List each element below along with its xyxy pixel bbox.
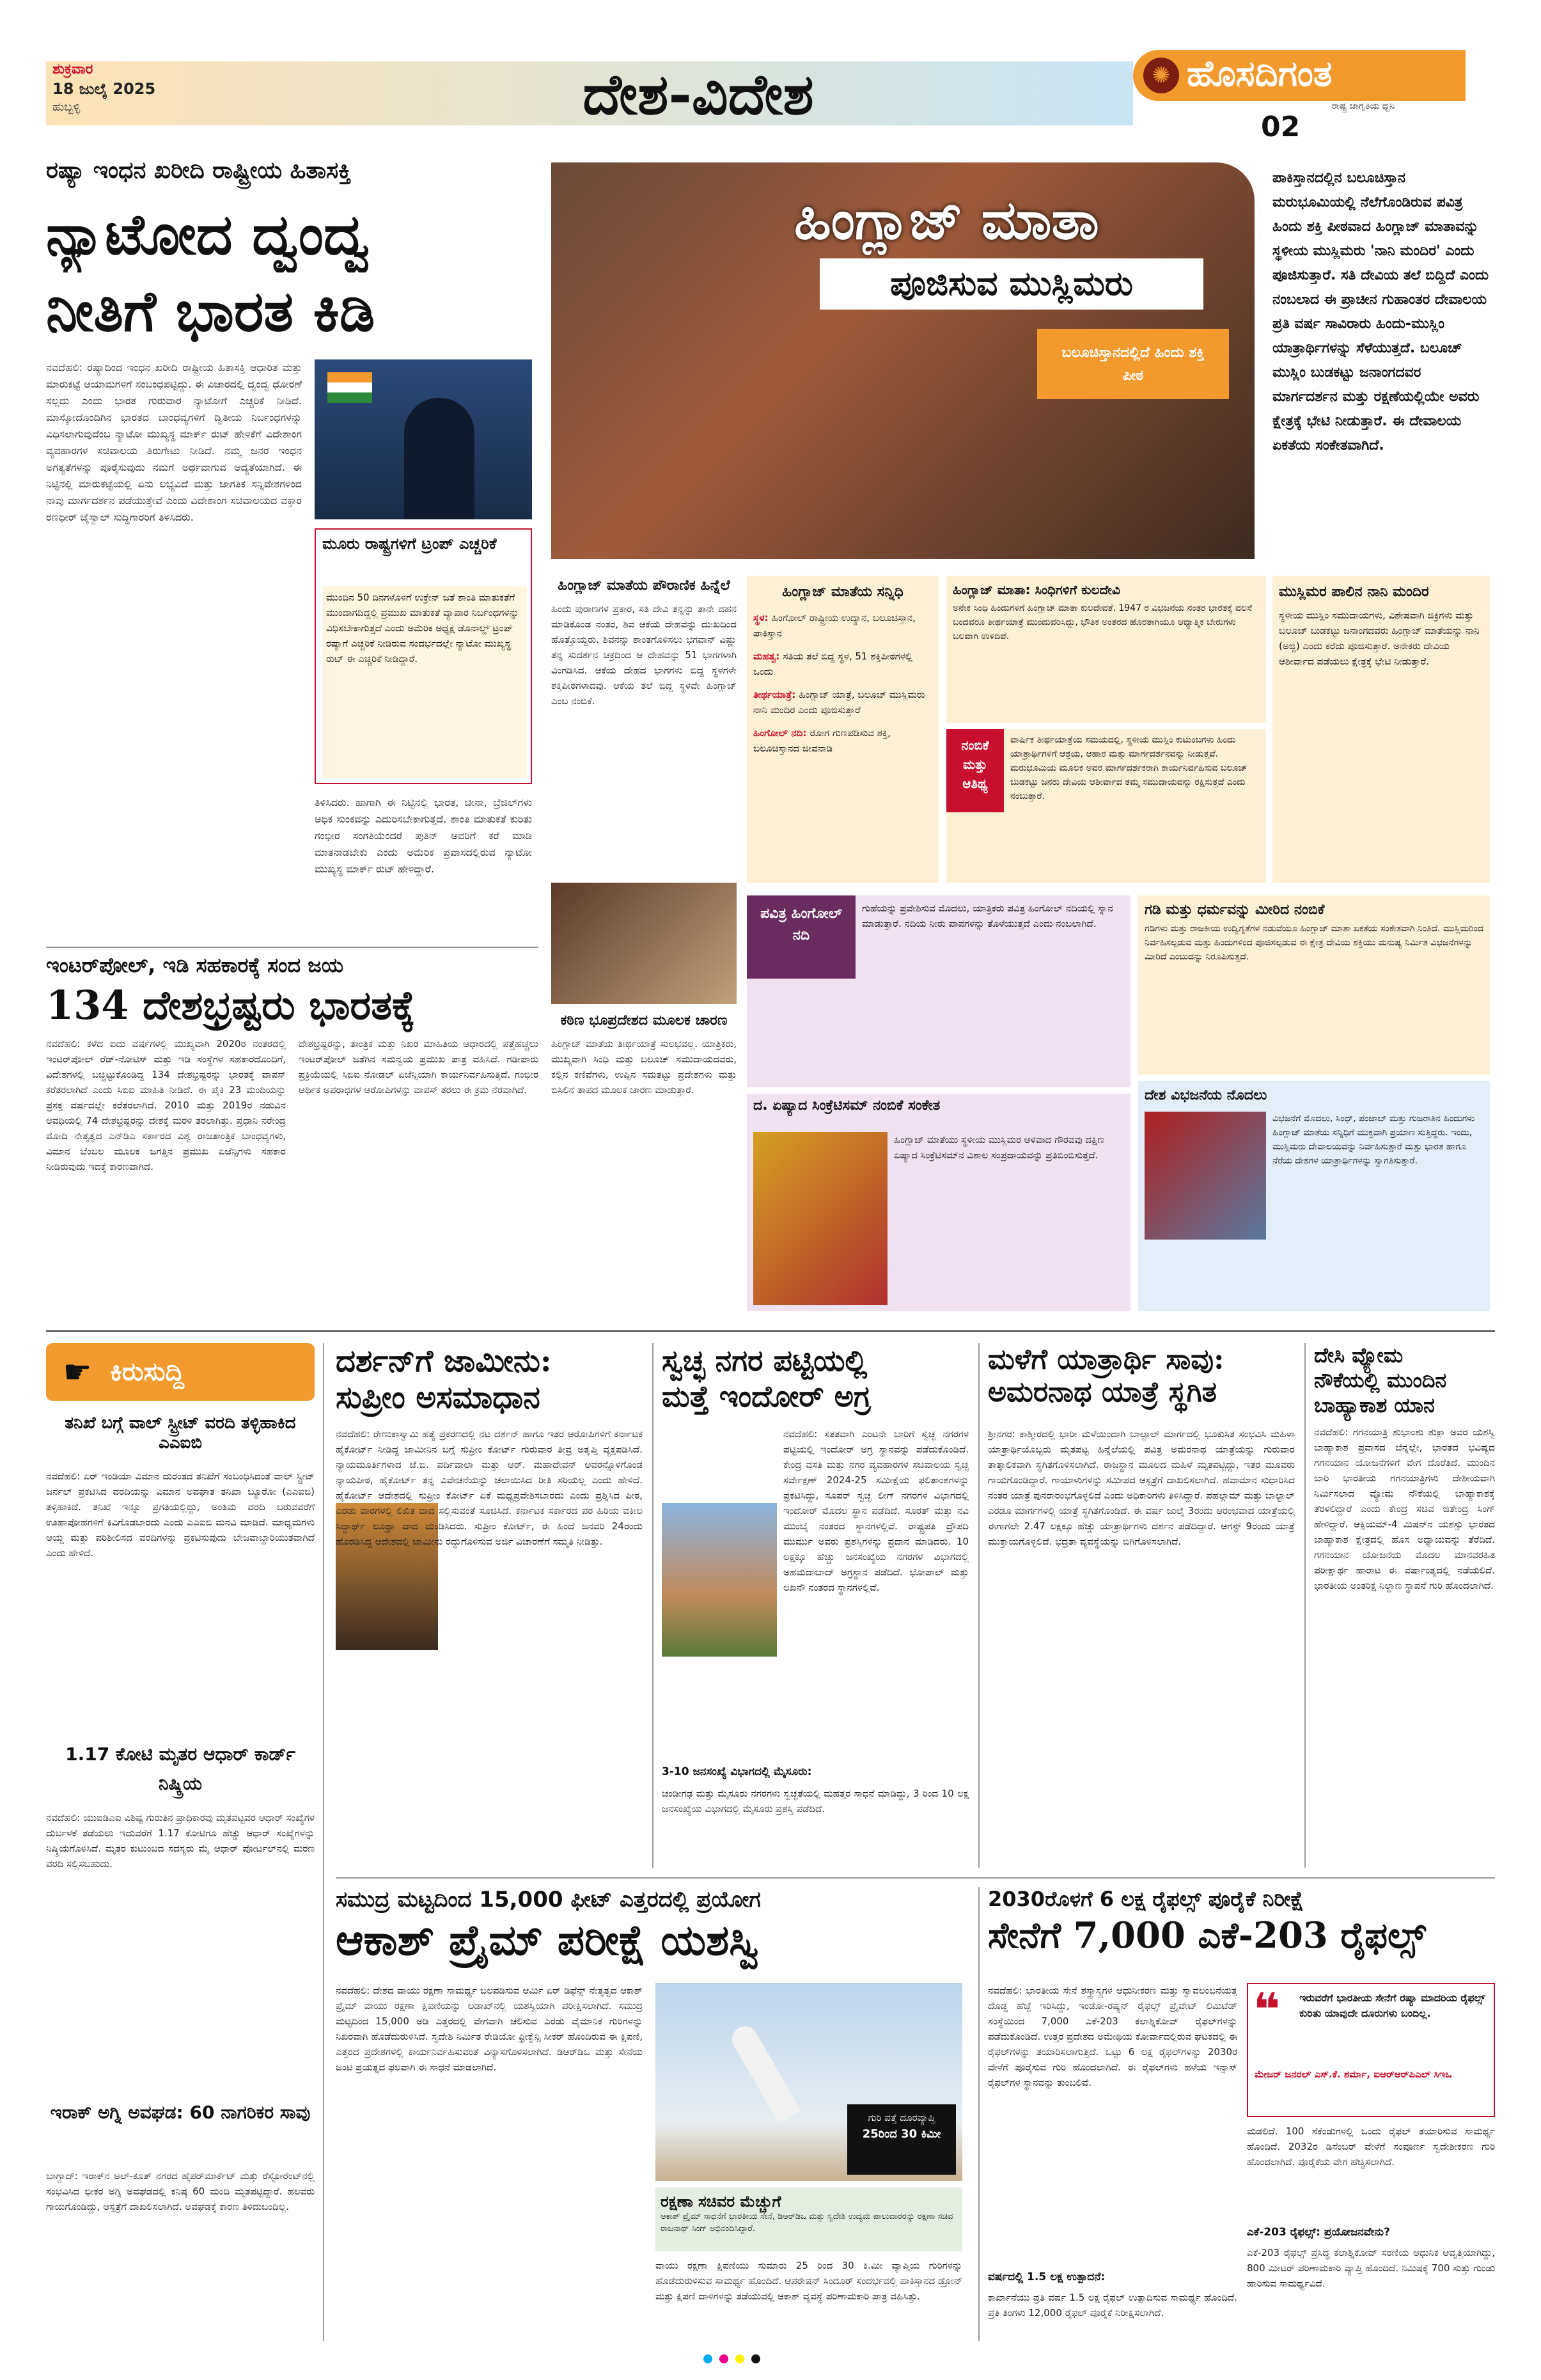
facts-list: [753, 610, 932, 756]
rifles-quote-box: [1247, 1983, 1495, 2117]
river-badge: ಪವಿತ್ರ ಹಿಂಗೋಲ್ ನದಿ: [747, 895, 856, 979]
sindhi-body: ಅನೇಕ ಸಿಂಧಿ ಹಿಂದುಗಳಿಗೆ ಹಿಂಗ್ಲಾಜ್ ಮಾತಾ ಕುಲದೇವತೆ. 1947 ರ ವಿಭಜನೆಯ ನಂತರ ಭಾರತಕ್ಕೆ ವಲಸೆ ಬಂದವರೂ ತೀರ್ಥಯಾತ್ರೆ ಮುಂದುವರಿಸಿದ್ದು, ಭೌತಿಕ ಅಂತರದ ಹೊರತಾಗಿಯೂ ಆಧ್ಯಾತ್ಮಿಕ ಬೇರುಗಳು ಬಲವಾಗಿ ಉಳಿದಿವೆ.: [953, 603, 1252, 642]
trump-sidebar: [315, 528, 532, 784]
fact-value: ಹಿಂಗ್ಲಾಜ್ ಯಾತ್ರೆ, ಬಲೂಚ್ ಮುಸ್ಲಿಮರು ನಾನಿ ಮಂದಿರ ಎಂದು ಪೂಜಿಸುತ್ತಾರೆ: [753, 689, 925, 716]
section-title: ದೇಶ-ವಿದೇಶ: [583, 61, 814, 127]
masthead: [46, 50, 1495, 139]
darshan-headline-1: ದರ್ಶನ್‌ಗೆ ಜಾಮೀನು:: [336, 1343, 552, 1379]
sindhi-box: [946, 576, 1266, 723]
divider: [978, 1343, 980, 1868]
hinglaj-headline-1: ಹಿಂಗ್ಲಾಜ್ ಮಾತಾ: [794, 188, 1099, 251]
pointing-hand-icon: ☛: [63, 1353, 92, 1391]
interpol-headline: 134 ದೇಶಭ್ರಷ್ಟರು ಭಾರತಕ್ಕೆ: [46, 982, 416, 1028]
belief-body: ವಾರ್ಷಿಕ ತೀರ್ಥಯಾತ್ರೆಯ ಸಮಯದಲ್ಲಿ, ಸ್ಥಳೀಯ ಮುಸ್ಲಿಂ ಕುಟುಂಬಗಳು ಹಿಂದು ಯಾತ್ರಾರ್ಥಿಗಳಿಗೆ ಆಶ್ರಯ, ಆಹಾರ ಮತ್ತು ಮಾರ್ಗದರ್ಶನವನ್ನು ನೀಡುತ್ತವೆ. ಮರುಭೂಮಿಯ ಮೂಲಕ ಅವರ ಮಾರ್ಗದರ್ಶಕರಾಗಿ ಕಾರ್ಯನಿರ್ವಹಿಸುವ ಬಲೂಚ್ ಬುಡಕಟ್ಟು ಜನರು ದೇವಿಯ ಆಶೀರ್ವಾದ ತಮ್ಮ ಸಮುದಾಯವನ್ನು ರಕ್ಷಿಸುತ್ತದೆ ಎಂದು ನಂಬುತ್ತಾರೆ.: [1010, 735, 1248, 801]
lead-headline-2: ನೀತಿಗೆ ಭಾರತ ಕಿಡಿ: [46, 278, 375, 344]
partition-box: [1138, 1081, 1490, 1311]
hinglaj-headline-2-text: ಪೂಜಿಸುವ ಮುಸ್ಲಿಮರು: [890, 265, 1133, 303]
darshan-body: ನವದೆಹಲಿ: ರೇಣುಕಾಸ್ವಾಮಿ ಹತ್ಯೆ ಪ್ರಕರಣದಲ್ಲಿ ನಟ ದರ್ಶನ್ ಹಾಗೂ ಇತರ ಆರೋಪಿಗಳಿಗೆ ಕರ್ನಾಟಕ ಹೈಕೋರ್ಟ್ ನೀಡಿದ್ದ ಜಾಮೀನಿನ ಬಗ್ಗೆ ಸುಪ್ರೀಂ ಕೋರ್ಟ್ ಗುರುವಾರ ತೀವ್ರ ಅತೃಪ್ತಿ ವ್ಯಕ್ತಪಡಿಸಿದೆ. ನ್ಯಾಯಮೂರ್ತಿಗಳಾದ ಜೆ.ಬಿ. ಪರ್ದಿವಾಲಾ ಮತ್ತು ಆರ್. ಮಹಾದೇವನ್ ಅವರನ್ನೊಳಗೊಂಡ ನ್ಯಾಯಪೀಠ, ಹೈಕೋರ್ಟ್ ತನ್ನ ವಿವೇಚನೆಯನ್ನು ಚಲಾಯಿಸಿದ ರೀತಿ ಸರಿಯಲ್ಲ ಎಂದು ಹೇಳಿದೆ. ಹೈಕೋರ್ಟ್ ಆದೇಶದಲ್ಲಿ ಸುಪ್ರೀಂ ಕೋರ್ಟ್ ಏಕೆ ಮಧ್ಯಪ್ರವೇಶಿಸಬಾರದು ಎಂದು ಪ್ರಶ್ನಿಸಿದ ಪೀಠ, ಎರಡು ವಾರಗಳಲ್ಲಿ ಲಿಖಿತ ವಾದ ಸಲ್ಲಿಸುವಂತೆ ಸೂಚಿಸಿದೆ. ಕರ್ನಾಟಕ ಸರ್ಕಾರದ ಪರ ಹಿರಿಯ ವಕೀಲ ಸಿದ್ಧಾರ್ಥ್ ಲೂಥ್ರಾ ವಾದ ಮಂಡಿಸಿದರು. ಸುಪ್ರೀಂ ಕೋರ್ಟ್, ಈ ಹಿಂದೆ ಜನವರಿ 24ರಂದು ಹೊರಡಿಸಿದ್ದ ಆದೇಶದಲ್ಲಿ ಜಾಮೀನು ರದ್ದುಗೊಳಿಸುವ ಅರ್ಜಿ ವಿಚಾರಣೆಗೆ ಸಮ್ಮತಿ ನೀಡಿತ್ತು.: [336, 1428, 643, 1547]
hinglaj-photo: [551, 162, 1255, 559]
brief-1-title: ತನಿಖೆ ಬಗ್ಗೆ ವಾಲ್ ಸ್ಟ್ರೀಟ್ ವರದಿ ತಳ್ಳಿಹಾಕಿದ ಎಎಐಬಿ: [65, 1414, 296, 1453]
terrain-box: [551, 1011, 737, 1305]
partition-body: ವಿಭಜನೆಗೆ ಮೊದಲು, ಸಿಂಧ್, ಪಂಜಾಬ್ ಮತ್ತು ಗುಜರಾತಿನ ಹಿಂದುಗಳು ಹಿಂಗ್ಲಾಜ್ ಮಾತೆಯ ಸನ್ನಿಧಿಗೆ ಮುಕ್ತವಾಗಿ ಪ್ರಯಾಣ ಸುತ್ತಿದ್ದರು. ಇಂದು, ಮುಸ್ಲಿಮರು ದೇವಾಲಯವನ್ನು ನಿರ್ವಹಿಸುತ್ತಾರೆ ಮತ್ತು ಭಾರತ ಹಾಗೂ ನೆರೆಯ ದೇಶಗಳ ಯಾತ್ರಾರ್ಥಿಗಳನ್ನು ಸ್ವಾಗತಿಸುತ್ತಾರೆ.: [1272, 1114, 1475, 1166]
rifles-kicker: 2030ರೊಳಗೆ 6 ಲಕ್ಷ ರೈಫಲ್ಸ್ ಪೂರೈಕೆ ನಿರೀಕ್ಷೆ: [988, 1887, 1304, 1911]
lead-body: ನವದೆಹಲಿ: ರಷ್ಯಾದಿಂದ ಇಂಧನ ಖರೀದಿ ರಾಷ್ಟ್ರೀಯ ಹಿತಾಸಕ್ತಿ ಆಧಾರಿತ ಮತ್ತು ಮಾರುಕಟ್ಟೆ ಆಯಾಮಗಳಿಗೆ ಸಂಬಂಧಪಟ್ಟಿದ್ದು. ಈ ವಿಚಾರದಲ್ಲಿ ದ್ವಂದ್ವ ಧೋರಣೆ ಸಲ್ಲದು ಎಂದು ಭಾರತ ಗುರುವಾರ ನ್ಯಾಟೋಗೆ ಎಚ್ಚರಿಕೆ ನೀಡಿದೆ. ಮಾಸ್ಕೋದೊಂದಿಗಿನ ಭಾರತದ ಬಾಂಧವ್ಯಗಳಿಗೆ ದ್ವಿತೀಯ ನಿರ್ಬಂಧಗಳನ್ನು ವಿಧಿಸಲಾಗುವುದೆಂಬ ನ್ಯಾಟೋ ಮುಖ್ಯಸ್ಥ ಮಾರ್ಕ್ ರುಟ್ ಹೇಳಿಕೆಗೆ ವಿದೇಶಾಂಗ ವ್ಯವಹಾರಗಳ ಸಚಿವಾಲಯ ತಿರುಗೇಟು ನೀಡಿದೆ. ನಮ್ಮ ಜನರ ಇಂಧನ ಅಗತ್ಯತೆಗಳನ್ನು ಪೂರೈಸುವುದು ನಮಗೆ ಅರ್ಥವಾಗುವ ಆದ್ಯತೆಯಾಗಿದೆ. ಈ ನಿಟ್ಟಿನಲ್ಲಿ ಮಾರುಕಟ್ಟೆಯಲ್ಲಿ ಏನು ಲಭ್ಯವಿದೆ ಮತ್ತು ಜಾಗತಿಕ ಸನ್ನಿವೇಶಗಳಿಂದ ನಾವು ಮಾರ್ಗದರ್ಶನ ಪಡೆಯುತ್ತೇವೆ ಎಂದು ವಿದೇಶಾಂಗ ಸಚಿವಾಲಯದ ವಕ್ತಾರ ರಣಧೀರ್ ಜೈಸ್ವಾಲ್ ಸುದ್ದಿಗಾರರಿಗೆ ತಿಳಿಸಿದರು.: [46, 361, 302, 523]
space-headline-3: ಬಾಹ್ಯಾಕಾಶ ಯಾನ: [1314, 1393, 1435, 1417]
masthead-date-block: [52, 61, 199, 125]
nani-title: ಮುಸ್ಲಿಮರ ಪಾಲಿನ ನಾನಿ ಮಂದಿರ: [1279, 584, 1429, 600]
facts-title: ಹಿಂಗ್ಲಾಜ್ ಮಾತೆಯ ಸನ್ನಿಧಿ: [782, 584, 903, 600]
flag-icon: [327, 372, 372, 403]
akash-caption-body: ಆಕಾಶ್ ಪ್ರೈಮ್ ಸಾಧನೆಗೆ ಭಾರತೀಯ ಸೇನೆ, ಡಿಆರ್‌ಡಿಒ ಮತ್ತು ಸ್ವದೇಶಿ ಉದ್ಯಮ ಪಾಲುದಾರರನ್ನು ರಕ್ಷಣಾ ಸಚಿವ ರಾಜನಾಥ್ ಸಿಂಗ್ ಅಭಿನಂದಿಸಿದ್ದಾರೆ.: [661, 2212, 953, 2234]
space-story: [1314, 1343, 1495, 1868]
yellow-dot: [735, 2354, 744, 2363]
indore-sub: 3-10 ಜನಸಂಖ್ಯೆ ವಿಭಾಗದಲ್ಲಿ ಮೈಸೂರು:: [662, 1765, 812, 1778]
target-range-label: ಗುರಿ ಪತ್ತೆ ದೂರವ್ಯಾಪ್ತಿ: [868, 2112, 935, 2124]
briefs-column: [46, 1343, 315, 2341]
legend-title: ಹಿಂಗ್ಲಾಜ್ ಮಾತೆಯ ಪೌರಾಣಿಕ ಹಿನ್ನೆಲೆ: [558, 578, 730, 594]
brief-1-body: ನವದೆಹಲಿ: ಏರ್ ಇಂಡಿಯಾ ವಿಮಾನ ದುರಂತದ ತನಿಖೆಗೆ ಸಂಬಂಧಿಸಿದಂತೆ ವಾಲ್ ಸ್ಟ್ರೀಟ್ ಜರ್ನಲ್ ಪ್ರಕಟಿಸಿದ ವರದಿಯನ್ನು ವಿಮಾನ ಅಪಘಾತ ತನಿಖಾ ಬ್ಯೂರೋ (ಎಎಐಬಿ) ತಳ್ಳಿಹಾಕಿದೆ. ತನಿಖೆ ಇನ್ನೂ ಪ್ರಗತಿಯಲ್ಲಿದ್ದು, ಅಂತಿಮ ವರದಿ ಬರುವವರೆಗೆ ಊಹಾಪೋಹಗಳಿಗೆ ಕಿವಿಗೊಡಬಾರದು ಎಂದು ಎಎಐಬಿ ಮನವಿ ಮಾಡಿದೆ. ಮಾಧ್ಯಮಗಳು ಆಯ್ದ ಮತ್ತು ಪರಿಶೀಲಿಸದ ವರದಿಗಳನ್ನು ಪ್ರಕಟಿಸುವುದು ಬೇಜವಾಬ್ದಾರಿಯುತವಾಗಿದೆ ಎಂದು ಹೇಳಿದೆ.: [46, 1470, 315, 1559]
hinglaj-headline-2: [820, 258, 1203, 310]
target-range-box: [847, 2104, 956, 2175]
fact-item: [753, 610, 932, 641]
syncretism-title: ದ. ಏಷ್ಯಾದ ಸಿಂಕ್ರೆಟಿಸಮ್ ನಂಬಿಕೆ ಸಂಕೇತ: [753, 1098, 941, 1114]
rifles-quote-author: ಮೇಜರ್ ಜನರಲ್ ಎಸ್.ಕೆ. ಶರ್ಮಾ, ಐಆರ್‌ಆರ್‌ಪಿಎಲ್ ಸಿಇಒ: [1255, 2069, 1452, 2080]
hinglaj-intro: ಪಾಕಿಸ್ತಾನದಲ್ಲಿನ ಬಲೂಚಿಸ್ತಾನ ಮರುಭೂಮಿಯಲ್ಲಿ ನೆಲೆಗೊಂಡಿರುವ ಪವಿತ್ರ ಹಿಂದು ಶಕ್ತಿ ಪೀಠವಾದ ಹಿಂಗ್ಲಾಜ್ ಮಾತಾವನ್ನು ಸ್ಥಳೀಯ ಮುಸ್ಲಿಮರು 'ನಾನಿ ಮಂದಿರ' ಎಂದು ಪೂಜಿಸುತ್ತಾರೆ. ಸತಿ ದೇವಿಯ ತಲೆ ಬಿದ್ದಿದೆ ಎಂದು ನಂಬಲಾದ ಈ ಪ್ರಾಚೀನ ಗುಹಾಂತರ ದೇವಾಲಯ ಪ್ರತಿ ವರ್ಷ ಸಾವಿರಾರು ಹಿಂದು-ಮುಸ್ಲಿಂ ಯಾತ್ರಾರ್ಥಿಗಳನ್ನು ಸೆಳೆಯುತ್ತದೆ. ಬಲೂಚ್ ಮುಸ್ಲಿಂ ಬುಡಕಟ್ಟು ಜನಾಂಗದವರ ಮಾರ್ಗದರ್ಶನ ಮತ್ತು ರಕ್ಷಣೆಯಲ್ಲಿಯೇ ಅವರು ಕ್ಷೇತ್ರಕ್ಕೆ ಭೇಟಿ ನೀಡುತ್ತಾರೆ. ಈ ದೇವಾಲಯ ಏಕತೆಯ ಸಂಕೇತವಾಗಿದೆ.: [1272, 170, 1489, 453]
briefs-label: ಕಿರುಸುದ್ದಿ: [110, 1357, 185, 1387]
page-number: 02: [1261, 111, 1301, 139]
divider: [1304, 1343, 1306, 1868]
hinglaj-legend: [551, 576, 737, 883]
lead-body-2: ತಿಳಿಸಿದರು. ಹಾಗಾಗಿ ಈ ನಿಟ್ಟಿನಲ್ಲಿ ಭಾರತ, ಚೀನಾ, ಬ್ರೆಜಿಲ್‌ಗಳು ಅಧಿಕ ಸುಂಕವನ್ನು ಎದುರಿಸಬೇಕಾಗುತ್ತದೆ. ಶಾಂತಿ ಮಾತುಕತೆ ಕುರಿತು ಗಂಭೀರ ಸಂಗತಿಯೆಂದರೆ ಪುತಿನ್ ಅವರಿಗೆ ಕರೆ ಮಾಡಿ ಮಾತನಾಡಬೇಕು ಎಂದು ಅಮೆರಿಕ ಪ್ರವಾಸದಲ್ಲಿರುವ ನ್ಯಾಟೋ ಮುಖ್ಯಸ್ಥ ಮಾರ್ಕ್ ರುಟ್ ಹೇಳಿದ್ದಾರೆ.: [315, 796, 532, 875]
interpol-body: ನವದೆಹಲಿ: ಕಳೆದ ಐದು ವರ್ಷಗಳಲ್ಲಿ ಮುಖ್ಯವಾಗಿ 2020ರ ನಂತರದಲ್ಲಿ ಇಂಟರ್‌ಪೋಲ್ ರೆಡ್-ನೋಟಿಸ್ ಮತ್ತು ಇಡಿ ಸಂಸ್ಥೆಗಳ ಸಹಕಾರದೊಂದಿಗೆ, ವಿದೇಶಗಳಲ್ಲಿ ಬಚ್ಚಿಟ್ಟುಕೊಂಡಿದ್ದ 134 ದೇಶಭ್ರಷ್ಟರನ್ನು ಭಾರತಕ್ಕೆ ವಾಪಸ್ ಕರೆತರಲಾಗಿದೆ ಎಂದು ಸಿಬಿಐ ಮಾಹಿತಿ ನೀಡಿದೆ. ಈ ಪೈಕಿ 23 ಮಂದಿಯನ್ನು ಪ್ರಸಕ್ತ ವರ್ಷದಲ್ಲೇ ಕರೆತರಲಾಗಿದೆ. 2010 ಮತ್ತು 2019ರ ನಡುವಿನ ಅವಧಿಯಲ್ಲಿ 74 ದೇಶಭ್ರಷ್ಟರನ್ನು ದೇಶಕ್ಕೆ ಮರಳಿ ತರಲಾಗಿತ್ತು. ಪ್ರಧಾನಿ ನರೇಂದ್ರ ಮೋದಿ ನೇತೃತ್ವದ ಎನ್‌ಡಿಎ ಸರ್ಕಾರದ ವಿಶ್ವ ರಾಜತಾಂತ್ರಿಕ ಬಾಂಧವ್ಯಗಳು, ವಿಮಾನ ಬೆಂಬಲ ಮೂಲಕ ಜಗತ್ತಿನ ಪ್ರಮುಖ ಏಜೆನ್ಸಿಗಳು ಸಹಕಾರ ನೀಡಿರುವುದು ಇದಕ್ಕೆ ಕಾರಣವಾಗಿದೆ.: [46, 1038, 286, 1172]
rifles-sub: ವರ್ಷದಲ್ಲಿ 1.5 ಲಕ್ಷ ಉತ್ಪಾದನೆ:: [988, 2271, 1106, 2283]
nani-body: ಸ್ಥಳೀಯ ಮುಸ್ಲಿಂ ಸಮುದಾಯಗಳು, ವಿಶೇಷವಾಗಿ ಜಿಕ್ರಿಗಳು ಮತ್ತು ಬಲೂಚ್ ಬುಡಕಟ್ಟು ಜನಾಂಗದವರು ಹಿಂಗ್ಲಾಜ್ ಮಾತೆಯನ್ನು ನಾನಿ (ಅಜ್ಜಿ) ಎಂದು ಕರೆದು ಪೂಜಿಸುತ್ತಾರೆ. ಅನೇಕರು ದೇವಿಯ ಆಶೀರ್ವಾದ ಪಡೆಯಲು ಕ್ಷೇತ್ರಕ್ಕೆ ಭೇಟಿ ನೀಡುತ್ತಾರೆ.: [1279, 610, 1480, 667]
amarnath-story: [988, 1343, 1295, 1868]
divider: [652, 1343, 653, 1868]
akash-body: ನವದೆಹಲಿ: ದೇಶದ ವಾಯು ರಕ್ಷಣಾ ಸಾಮರ್ಥ್ಯ ಬಲಪಡಿಸುವ ಆರ್ಮಿ ಏರ್ ಡಿಫೆನ್ಸ್ ನೇತೃತ್ವದ ಆಕಾಶ್ ಪ್ರೈಮ್ ವಾಯು ರಕ್ಷಣಾ ಕ್ಷಿಪಣಿಯನ್ನು ಲಡಾಖ್‌ನಲ್ಲಿ ಯಶಸ್ವಿಯಾಗಿ ಪರೀಕ್ಷಿಸಲಾಗಿದೆ. ಸಮುದ್ರ ಮಟ್ಟದಿಂದ 15,000 ಅಡಿ ಎತ್ತರದಲ್ಲಿ ವೇಗವಾಗಿ ಚಲಿಸುವ ಎರಡು ವೈಮಾನಿಕ ಗುರಿಗಳನ್ನು ನಿಖರವಾಗಿ ಹೊಡೆದುರುಳಿಸಿದೆ. ಸ್ವದೇಶಿ ನಿರ್ಮಿತ ರೇಡಿಯೋ ಫ್ರೀಕ್ವೆನ್ಸಿ ಸೀಕರ್ ಹೊಂದಿರುವ ಈ ಕ್ಷಿಪಣಿ, ಎತ್ತರದ ಪ್ರದೇಶಗಳಲ್ಲಿ ಕಾರ್ಯನಿರ್ವಹಿಸುವಂತೆ ವಿನ್ಯಾಸಗೊಳಿಸಲಾಗಿದೆ. ಡಿಆರ್‌ಡಿಒ ಮತ್ತು ಸೇನೆಯ ಜಂಟಿ ಪ್ರಯತ್ನದ ಫಲವಾಗಿ ಈ ಸಾಧನೆ ಮಾಡಲಾಗಿದೆ.: [336, 1985, 643, 2073]
rifles-spec-title: ಎಕೆ-203 ರೈಫಲ್ಸ್: ಪ್ರಯೋಜನವೇನು?: [1247, 2226, 1391, 2239]
indore-body: ನವದೆಹಲಿ: ಸತತವಾಗಿ ಎಂಟನೇ ಬಾರಿಗೆ ಸ್ವಚ್ಛ ನಗರಗಳ ಪಟ್ಟಿಯಲ್ಲಿ ಇಂದೋರ್ ಅಗ್ರ ಸ್ಥಾನವನ್ನು ಪಡೆದುಕೊಂಡಿದೆ. ಕೇಂದ್ರ ವಸತಿ ಮತ್ತು ನಗರ ವ್ಯವಹಾರಗಳ ಸಚಿವಾಲಯ ಸ್ವಚ್ಛ ಸರ್ವೇಕ್ಷಣ್ 2024-25 ಸಮೀಕ್ಷೆಯ ಫಲಿತಾಂಶಗಳನ್ನು ಪ್ರಕಟಿಸಿದ್ದು, ಸೂಪರ್ ಸ್ವಚ್ಛ ಲೀಗ್ ನಗರಗಳ ವಿಭಾಗದಲ್ಲಿ ಇಂದೋರ್ ಮೊದಲ ಸ್ಥಾನ ಪಡೆದಿದೆ. ಸೂರತ್ ಮತ್ತು ನವಿ ಮುಂಬೈ ನಂತರದ ಸ್ಥಾನಗಳಲ್ಲಿವೆ. ರಾಷ್ಟ್ರಪತಿ ದ್ರೌಪದಿ ಮುರ್ಮು ಅವರು ಪ್ರಶಸ್ತಿಗಳನ್ನು ಪ್ರದಾನ ಮಾಡಿದರು. 10 ಲಕ್ಷಕ್ಕೂ ಹೆಚ್ಚು ಜನಸಂಖ್ಯೆಯ ನಗರಗಳ ವಿಭಾಗದಲ್ಲಿ ಅಹಮದಾಬಾದ್ ಅಗ್ರಸ್ಥಾನ ಪಡೆದಿದೆ. ಭೋಪಾಲ್ ಮತ್ತು ಲಖನೌ ನಂತರದ ಸ್ಥಾನಗಳಲ್ಲಿವೆ.: [783, 1428, 969, 1593]
fact-item: [753, 649, 932, 679]
amarnath-headline-2: ಅಮರನಾಥ ಯಾತ್ರೆ ಸ್ಥಗಿತ: [988, 1376, 1217, 1408]
belief-box: [946, 729, 1266, 883]
nani-box: [1272, 576, 1490, 883]
trump-sidebar-title: ಮೂರು ರಾಷ್ಟ್ರಗಳಿಗೆ ಟ್ರಂಪ್ ಎಚ್ಚರಿಕೆ: [322, 535, 497, 553]
fact-value: ರೋಗ ಗುಣಪಡಿಸುವ ಶಕ್ತಿ, ಬಲೂಚಿಸ್ತಾನದ ಜೀವನಾಡಿ: [753, 727, 891, 754]
darshan-story: [336, 1343, 643, 1868]
rifles-sub-body: ಕಾರ್ಖಾನೆಯು ಪ್ರತಿ ವರ್ಷ 1.5 ಲಕ್ಷ ರೈಫಲ್ ಉತ್ಪಾದಿಸುವ ಸಾಮರ್ಥ್ಯ ಹೊಂದಿದೆ. ಪ್ರತಿ ತಿಂಗಳು 12,000 ರೈಫಲ್ ಪೂರೈಕೆ ನಿರೀಕ್ಷಿಸಲಾಗಿದೆ.: [988, 2292, 1237, 2319]
brief-3-body: ಬಾಗ್ದಾದ್: ಇರಾಕ್‌ನ ಅಲ್-ಕೂತ್ ನಗರದ ಹೈಪರ್‌ಮಾರ್ಕೆಟ್ ಮತ್ತು ರೆಸ್ಟೋರೆಂಟ್‌ನಲ್ಲಿ ಸಂಭವಿಸಿದ ಭೀಕರ ಅಗ್ನಿ ಅವಘಡದಲ್ಲಿ ಕನಿಷ್ಠ 60 ಮಂದಿ ಮೃತಪಟ್ಟಿದ್ದಾರೆ. ಹಲವರು ಗಾಯಗೊಂಡಿದ್ದು, ಆಸ್ಪತ್ರೆಗೆ ದಾಖಲಿಸಲಾಗಿದೆ. ಅವಘಡಕ್ಕೆ ಕಾರಣ ತಿಳಿದುಬಂದಿಲ್ಲ.: [46, 2170, 315, 2212]
akash-caption-title: ರಕ್ಷಣಾ ಸಚಿವರ ಮೆಚ್ಚುಗೆ: [661, 2193, 781, 2211]
brief-2-title: 1.17 ಕೋಟಿ ಮೃತರ ಆಧಾರ್ ಕಾರ್ಡ್ ನಿಷ್ಕ್ರಿಯ: [65, 1744, 295, 1794]
magenta-dot: [719, 2354, 728, 2363]
paper-logo: [1133, 50, 1466, 101]
spokesperson-photo: [315, 359, 532, 519]
trump-sidebar-body: ಮುಂದಿನ 50 ದಿನಗಳೊಳಗೆ ಉಕ್ರೇನ್ ಜತೆ ಶಾಂತಿ ಮಾತುಕತೆಗೆ ಮುಂದಾಗದಿದ್ದಲ್ಲಿ ಪ್ರಮುಖ ಮಾತುಕತೆ ವ್ಯಾಪಾರ ನಿರ್ಬಂಧಗಳನ್ನು ವಿಧಿಸಬೇಕಾಗುತ್ತದೆ ಎಂದು ಅಮೆರಿಕ ಅಧ್ಯಕ್ಷ ಡೊನಾಲ್ಡ್ ಟ್ರಂಪ್ ರಷ್ಯಾಗೆ ಎಚ್ಚರಿಕೆ ನೀಡಿರುವ ಸಂದರ್ಭದಲ್ಲೇ ನ್ಯಾಟೋ ಮುಖ್ಯಸ್ಥ ರುಟ್ ಈ ಎಚ್ಚರಿಕೆ ನೀಡಿದ್ದಾರೆ.: [322, 586, 527, 778]
fact-item: [753, 725, 932, 756]
amarnath-headline-1: ಮಳೆಗೆ ಯಾತ್ರಾರ್ಥಿ ಸಾವು:: [988, 1343, 1224, 1376]
missile-photo: [655, 1983, 962, 2181]
space-body: ನವದೆಹಲಿ: ಗಗನಯಾತ್ರಿ ಶುಭಾಂಶು ಶುಕ್ಲಾ ಅವರ ಯಶಸ್ವಿ ಬಾಹ್ಯಾಕಾಶ ಪ್ರವಾಸದ ಬೆನ್ನಲ್ಲೇ, ಭಾರತದ ಭವಿಷ್ಯದ ಗಗನಯಾನ ಯೋಜನೆಗಳಿಗೆ ವೇಗ ದೊರೆತಿದೆ. ಮುಂದಿನ ಬಾರಿ ಭಾರತೀಯ ಗಗನಯಾತ್ರಿಗಳು ದೇಶೀಯವಾಗಿ ನಿರ್ಮಿಸಲಾದ ವ್ಯೋಮ ನೌಕೆಯಲ್ಲಿ ಬಾಹ್ಯಾಕಾಶಕ್ಕೆ ತೆರಳಲಿದ್ದಾರೆ ಎಂದು ಕೇಂದ್ರ ಸಚಿವ ಜಿತೇಂದ್ರ ಸಿಂಗ್ ಹೇಳಿದ್ದಾರೆ. ಆಕ್ಸಿಯಮ್-4 ಮಿಷನ್‌ನ ಯಶಸ್ಸು ಭಾರತದ ಬಾಹ್ಯಾಕಾಶ ಕ್ಷೇತ್ರದಲ್ಲಿ ಹೊಸ ಅಧ್ಯಾಯವನ್ನು ತೆರೆದಿದೆ. ಗಗನಯಾನ ಯೋಜನೆಯ ಮೊದಲ ಮಾನವರಹಿತ ಪರೀಕ್ಷಾರ್ಥ ಹಾರಾಟ ಈ ವರ್ಷಾಂತ್ಯದಲ್ಲಿ ನಡೆಯಲಿದೆ. ಭಾರತೀಯ ಅಂತರಿಕ್ಷ ನಿಲ್ದಾಣ ಸ್ಥಾಪನೆ ಗುರಿ ಹೊಂದಲಾಗಿದೆ.: [1314, 1426, 1495, 1591]
interpol-story: [46, 953, 538, 1311]
darshan-headline-2: ಸುಪ್ರೀಂ ಅಸಮಾಧಾನ: [336, 1380, 540, 1415]
brief-2-body: ನವದೆಹಲಿ: ಯುಐಡಿಎಐ ವಿಶಿಷ್ಟ ಗುರುತಿನ ಪ್ರಾಧಿಕಾರವು ಮೃತಪಟ್ಟವರ ಆಧಾರ್ ಸಂಖ್ಯೆಗಳ ದುರ್ಬಳಕೆ ತಡೆಯಲು ಇದುವರೆಗೆ 1.17 ಕೋಟಿಗೂ ಹೆಚ್ಚು ಆಧಾರ್ ಸಂಖ್ಯೆಗಳನ್ನು ನಿಷ್ಕ್ರಿಯಗೊಳಿಸಿದೆ. ಮೃತರ ಕುಟುಂಬದ ಸದಸ್ಯರು ಮೈ ಆಧಾರ್ ಪೋರ್ಟಲ್‌ನಲ್ಲಿ ಮರಣ ವರದಿ ಸಲ್ಲಿಸಬಹುದು.: [46, 1812, 315, 1870]
interpol-body-2: ದೇಶಭ್ರಷ್ಟರನ್ನು, ತಾಂತ್ರಿಕ ಮತ್ತು ನಿಖರ ಮಾಹಿತಿಯ ಆಧಾರದಲ್ಲಿ ಪತ್ತೆಹಚ್ಚಲು ಇಂಟರ್‌ಪೋಲ್ ಜತೆಗಿನ ಸಮನ್ವಯ ಪ್ರಮುಖ ಪಾತ್ರ ವಹಿಸಿದೆ. ಗಡೀಪಾರು ಪ್ರಕ್ರಿಯೆಯಲ್ಲಿ ಸಿಬಿಐ ನೋಡಲ್ ಏಜೆನ್ಸಿಯಾಗಿ ಕಾರ್ಯನಿರ್ವಹಿಸುತ್ತಿದೆ. ಗಂಭೀರ ಆರ್ಥಿಕ ಅಪರಾಧಗಳ ಆರೋಪಿಗಳನ್ನು ವಾಪಸ್ ತರಲು ಈ ಕ್ರಮ ನೆರವಾಗಿದೆ.: [299, 1038, 538, 1096]
divider: [978, 1887, 980, 2341]
divider: [46, 1330, 1495, 1332]
fact-value: ಹಿಂಗೋಲ್ ರಾಷ್ಟ್ರೀಯ ಉದ್ಯಾನ, ಬಲೂಚಿಸ್ತಾನ, ಪಾಕಿಸ್ತಾನ: [753, 612, 916, 639]
shrine-photo: [551, 883, 737, 1004]
akash-story: [336, 1887, 969, 2341]
interpol-kicker: ಇಂಟರ್‌ಪೋಲ್, ಇಡಿ ಸಹಕಾರಕ್ಕೆ ಸಂದ ಜಯ: [46, 953, 344, 977]
registration-marks: [703, 2354, 831, 2373]
day-label: ಶುಕ್ರವಾರ: [52, 61, 93, 77]
briefs-header: [46, 1343, 315, 1401]
hinglaj-badge: ಬಲೂಚಿಸ್ತಾನದಲ್ಲಿದೆ ಹಿಂದು ಶಕ್ತಿ ಪೀಠ: [1037, 329, 1229, 399]
lead-headline-1: ನ್ಯಾಟೋದ ದ್ವಂದ್ವ: [46, 201, 370, 267]
pilgrims-photo: [1145, 1112, 1266, 1240]
akash-headline: ಆಕಾಶ್ ಪ್ರೈಮ್ ಪರೀಕ್ಷೆ ಯಶಸ್ವಿ: [336, 1915, 760, 1965]
facts-box: [747, 576, 939, 883]
rifles-body: ನವದೆಹಲಿ: ಭಾರತೀಯ ಸೇನೆ ಶಸ್ತ್ರಾಸ್ತ್ರಗಳ ಆಧುನೀಕರಣ ಮತ್ತು ಸ್ವಾವಲಂಬನೆಯತ್ತ ದೊಡ್ಡ ಹೆಜ್ಜೆ ಇರಿಸಿದ್ದು, ಇಂಡೋ-ರಷ್ಯನ್ ರೈಫಲ್ಸ್ ಪ್ರೈವೇಟ್ ಲಿಮಿಟೆಡ್ ಸಂಸ್ಥೆಯಿಂದ 7,000 ಎಕೆ-203 ಕಲಾಶ್ನಿಕೋವ್ ರೈಫಲ್‌ಗಳನ್ನು ಪಡೆದುಕೊಂಡಿದೆ. ಉತ್ತರ ಪ್ರದೇಶದ ಅಮೇಥಿಯ ಕೋರ್ವಾದಲ್ಲಿರುವ ಘಟಕದಲ್ಲಿ ಈ ರೈಫಲ್‌ಗಳನ್ನು ತಯಾರಿಸಲಾಗುತ್ತಿದೆ. ಒಟ್ಟು 6 ಲಕ್ಷ ರೈಫಲ್‌ಗಳನ್ನು 2030ರ ವೇಳೆಗೆ ಪೂರೈಸುವ ಗುರಿ ಹೊಂದಲಾಗಿದೆ. ಈ ರೈಫಲ್‌ಗಳು ಹಳೆಯ ಇನ್ಸಾಸ್ ರೈಫಲ್‌ಗಳ ಸ್ಥಾನವನ್ನು ತುಂಬಲಿವೆ.: [988, 1985, 1237, 2088]
divider: [336, 1877, 1495, 1879]
beyond-box: [1138, 895, 1490, 1075]
indore-headline-2: ಮತ್ತೆ ಇಂದೋರ್ ಅಗ್ರ: [662, 1379, 871, 1414]
space-headline-2: ನೌಕೆಯಲ್ಲಿ ಮುಂದಿನ: [1314, 1368, 1447, 1392]
indore-story: [662, 1343, 969, 1868]
amarnath-body: ಶ್ರೀನಗರ: ಕಾಶ್ಮೀರದಲ್ಲಿ ಭಾರೀ ಮಳೆಯಿಂದಾಗಿ ಬಾಲ್ಟಾಲ್ ಮಾರ್ಗದಲ್ಲಿ ಭೂಕುಸಿತ ಸಂಭವಿಸಿ ಮಹಿಳಾ ಯಾತ್ರಾರ್ಥಿಯೊಬ್ಬರು ಮೃತಪಟ್ಟ ಹಿನ್ನೆಲೆಯಲ್ಲಿ ಪವಿತ್ರ ಅಮರನಾಥ ಯಾತ್ರೆಯನ್ನು ಗುರುವಾರ ತಾತ್ಕಾಲಿಕವಾಗಿ ಸ್ಥಗಿತಗೊಳಿಸಲಾಗಿದೆ. ರಾಜಸ್ಥಾನ ಮೂಲದ ಮಹಿಳೆ ಮೃತಪಟ್ಟಿದ್ದು, ಇತರ ಮೂವರು ಗಾಯಗೊಂಡಿದ್ದಾರೆ. ಗಾಯಾಳುಗಳನ್ನು ಸಮೀಪದ ಆಸ್ಪತ್ರೆಗೆ ದಾಖಲಿಸಲಾಗಿದೆ. ಹವಾಮಾನ ಸುಧಾರಿಸಿದ ನಂತರ ಯಾತ್ರೆ ಪುನರಾರಂಭಗೊಳ್ಳಲಿದೆ ಎಂದು ಅಧಿಕಾರಿಗಳು ತಿಳಿಸಿದ್ದಾರೆ. ಪಹಲ್ಗಾಮ್ ಮತ್ತು ಬಾಲ್ಟಾಲ್ ಎರಡೂ ಮಾರ್ಗಗಳಲ್ಲಿ ಯಾತ್ರೆ ಸ್ಥಗಿತಗೊಂಡಿದೆ. ಈ ವರ್ಷ ಜುಲೈ 3ರಂದು ಆರಂಭವಾದ ಯಾತ್ರೆಯಲ್ಲಿ ಈಗಾಗಲೇ 2.47 ಲಕ್ಷಕ್ಕೂ ಹೆಚ್ಚು ಯಾತ್ರಾರ್ಥಿಗಳು ದರ್ಶನ ಪಡೆದಿದ್ದಾರೆ. ಆಗಸ್ಟ್ 9ರಂದು ಯಾತ್ರೆ ಮುಕ್ತಾಯಗೊಳ್ಳಲಿದೆ. ಭದ್ರತಾ ವ್ಯವಸ್ಥೆಯನ್ನು ಬಿಗಿಗೊಳಿಸಲಾಗಿದೆ.: [988, 1428, 1295, 1547]
quote-icon: ❝: [1253, 1987, 1281, 2025]
person-silhouette: [404, 398, 474, 519]
rifles-headline: ಸೇನೆಗೆ 7,000 ಎಕೆ-203 ರೈಫಲ್ಸ್: [988, 1914, 1426, 1957]
city-label: ಹುಬ್ಬಳ್ಳಿ: [52, 100, 81, 114]
belief-badge: ನಂಬಿಕೆ ಮತ್ತು ಆತಿಥ್ಯ: [946, 729, 1004, 812]
date-label: 18 ಜುಲೈ 2025: [52, 80, 156, 98]
partition-title: ದೇಶ ವಿಭಜನೆಯ ನೊದಲು: [1145, 1087, 1267, 1103]
divider: [46, 947, 538, 948]
legend-body: ಹಿಂದು ಪುರಾಣಗಳ ಪ್ರಕಾರ, ಸತಿ ದೇವಿ ತನ್ನನ್ನು ತಾನೇ ದಹನ ಮಾಡಿಕೊಂಡ ನಂತರ, ಶಿವ ಆಕೆಯ ದೇಹವನ್ನು ದುಃಖದಿಂದ ಹೊತ್ತೊಯ್ದರು. ಶಿವನನ್ನು ಶಾಂತಗೊಳಿಸಲು ಭಗವಾನ್ ವಿಷ್ಣು ತನ್ನ ಸುದರ್ಶನ ಚಕ್ರದಿಂದ ಆ ದೇಹವನ್ನು 51 ಭಾಗಗಳಾಗಿ ವಿಂಗಡಿಸಿದ. ಆಕೆಯ ದೇಹದ ಭಾಗಗಳು ಬಿದ್ದ ಸ್ಥಳಗಳೇ ಶಕ್ತಿಪೀಠಗಳಾದವು. ಆಕೆಯ ತಲೆ ಬಿದ್ದ ಸ್ಥಳವೇ ಹಿಂಗ್ಲಾಜ್ ಎಂಬ ನಂಬಿಕೆ.: [551, 603, 737, 707]
akash-body-2: ವಾಯು ರಕ್ಷಣಾ ಕ್ಷಿಪಣಿಯು ಸುಮಾರು 25 ರಿಂದ 30 ಕಿ.ಮೀ ವ್ಯಾಪ್ತಿಯ ಗುರಿಗಳನ್ನು ಹೊಡೆದುರುಳಿಸುವ ಸಾಮರ್ಥ್ಯ ಹೊಂದಿದೆ. ಆಪರೇಷನ್ ಸಿಂದೂರ್ ಸಂದರ್ಭದಲ್ಲಿ ಪಾಕಿಸ್ತಾನದ ಡ್ರೋನ್ ಮತ್ತು ಕ್ಷಿಪಣಿ ದಾಳಿಗಳನ್ನು ತಡೆಯುವಲ್ಲಿ ಆಕಾಶ್ ವ್ಯವಸ್ಥೆ ಪರಿಣಾಮಕಾರಿ ಪಾತ್ರ ವಹಿಸಿತ್ತು.: [655, 2260, 962, 2302]
missile-icon: [728, 2022, 801, 2124]
river-body: ಗುಹೆಯನ್ನು ಪ್ರವೇಶಿಸುವ ಮೊದಲು, ಯಾತ್ರಿಕರು ಪವಿತ್ರ ಹಿಂಗೋಲ್ ನದಿಯಲ್ಲಿ ಸ್ನಾನ ಮಾಡುತ್ತಾರೆ. ನದಿಯ ನೀರು ಪಾಪಗಳನ್ನು ತೊಳೆಯುತ್ತದೆ ಎಂದು ನಂಬಲಾಗಿದೆ.: [862, 902, 1113, 929]
paper-name: ಹೊಸದಿಗಂತ: [1187, 52, 1333, 95]
fact-key: ಸ್ಥಳ:: [753, 612, 772, 624]
fact-value: ಸತಿಯ ತಲೆ ಬಿದ್ದ ಸ್ಥಳ, 51 ಶಕ್ತಿಪೀಠಗಳಲ್ಲಿ ಒಂದು: [753, 650, 913, 677]
indore-photo: [662, 1503, 777, 1657]
indore-headline-1: ಸ್ವಚ್ಛ ನಗರ ಪಟ್ಟಿಯಲ್ಲಿ: [662, 1343, 868, 1378]
target-range-value: 25ರಿಂದ 30 ಕಿಮೀ: [862, 2127, 941, 2141]
offerings-photo: [753, 1132, 888, 1305]
rifles-story: [988, 1887, 1495, 2341]
sindhi-title: ಹಿಂಗ್ಲಾಜ್ ಮಾತಾ: ಸಿಂಧಿಗಳಿಗೆ ಕುಲದೇವಿ: [953, 582, 1120, 597]
fact-key: ಹಿಂಗೋಲ್ ನದಿ:: [753, 727, 810, 739]
lead-story: [46, 157, 538, 944]
fact-item: [753, 687, 932, 718]
fact-key: ತೀರ್ಥಯಾತ್ರೆ:: [753, 689, 799, 700]
river-box: [747, 895, 1130, 1087]
akash-caption: [655, 2187, 962, 2251]
paper-tagline: ರಾಷ್ಟ್ರ ಜಾಗೃತಿಯ ಧ್ವನಿ: [1331, 101, 1395, 111]
syncretism-body: ಹಿಂಗ್ಲಾಜ್ ಮಾತೆಯು ಸ್ಥಳೀಯ ಮುಸ್ಲಿಮರ ಆಳವಾದ ಗೌರವವು ದಕ್ಷಿಣ ಏಷ್ಯಾದ ಸಿಂಕ್ರೆಟಿಸಮ್‌ನ ವಿಶಾಲ ಸಂಪ್ರದಾಯವನ್ನು ಪ್ರತಿಬಿಂಬಿಸುತ್ತದೆ.: [894, 1134, 1105, 1161]
cyan-dot: [703, 2354, 712, 2363]
akash-kicker: ಸಮುದ್ರ ಮಟ್ಟದಿಂದ 15,000 ಫೀಟ್ ಎತ್ತರದಲ್ಲಿ ಪ್ರಯೋಗ: [336, 1887, 761, 1912]
terrain-body: ಹಿಂಗ್ಲಾಜ್ ಮಾತೆಯ ತೀರ್ಥಯಾತ್ರೆ ಸುಲಭವಲ್ಲ. ಯಾತ್ರಿಕರು, ಮುಖ್ಯವಾಗಿ ಸಿಂಧಿ ಮತ್ತು ಬಲೂಚ್ ಸಮುದಾಯದವರು, ಕಲ್ಲಿನ ಕಣಿವೆಗಳು, ಉಪ್ಪಿನ ಸಮತಟ್ಟು ಪ್ರದೇಶಗಳು ಮತ್ತು ಬಿಸಿಲಿನ ತಾಪದ ಮೂಲಕ ಚಾರಣ ಮಾಡುತ್ತಾರೆ.: [551, 1038, 737, 1096]
beyond-body: ಗಡಿಗಳು ಮತ್ತು ರಾಜಕೀಯ ಉದ್ವಿಗ್ನತೆಗಳ ನಡುವೆಯೂ ಹಿಂಗ್ಲಾಜ್ ಮಾತಾ ಏಕತೆಯ ಸಂಕೇತವಾಗಿ ನಿಂತಿದೆ. ಮುಸ್ಲಿಮರಿಂದ ನಿರ್ವಹಿಸಲ್ಪಡುವ ಮತ್ತು ಹಿಂದುಗಳಿಂದ ಪೂಜಿಸಲ್ಪಡುವ ಈ ಕ್ಷೇತ್ರ ದೇವಿಯ ಶಕ್ತಿಯು ಮನುಷ್ಯ ನಿರ್ಮಿತ ವಿಭಜನೆಗಳನ್ನು ಮೀರಿದೆ ಎಂಬುದನ್ನು ನಿರೂಪಿಸುತ್ತದೆ.: [1145, 924, 1483, 962]
rifles-spec-body: ಎಕೆ-203 ರೈಫಲ್ಸ್ ಪ್ರಸಿದ್ಧ ಕಲಾಶ್ನಿಕೋವ್ ಸರಣಿಯ ಆಧುನಿಕ ಆವೃತ್ತಿಯಾಗಿದ್ದು, 800 ಮೀಟರ್ ಪರಿಣಾಮಕಾರಿ ವ್ಯಾಪ್ತಿ ಹೊಂದಿದೆ. ನಿಮಿಷಕ್ಕೆ 700 ಸುತ್ತು ಗುಂಡು ಹಾರಿಸುವ ಸಾಮರ್ಥ್ಯವಿದೆ.: [1247, 2247, 1495, 2289]
lead-kicker: ರಷ್ಯಾ ಇಂಧನ ಖರೀದಿ ರಾಷ್ಟ್ರೀಯ ಹಿತಾಸಕ್ತಿ: [46, 157, 352, 184]
space-headline-1: ದೇಸಿ ವ್ಯೋಮ: [1314, 1343, 1404, 1367]
fact-key: ಮಹತ್ವ:: [753, 650, 783, 662]
divider: [323, 1343, 324, 2341]
rifles-quote: ಇರುವರೆಗೆ ಭಾರತೀಯ ಸೇನೆಗೆ ರಷ್ಯಾ ಮಾದರಿಯ ರೈಫಲ್ಸ್ ಕುರಿತು ಯಾವುದೇ ದೂರುಗಳು ಬಂದಿಲ್ಲ.: [1299, 1992, 1485, 2019]
brief-3-title: ಇರಾಕ್ ಅಗ್ನಿ ಅವಘಡ: 60 ನಾಗರಿಕರ ಸಾವು: [50, 2102, 311, 2123]
syncretism-box: [747, 1094, 1130, 1311]
indore-sub-body: ಚಂಡೀಗಢ ಮತ್ತು ಮೈಸೂರು ನಗರಗಳು ಸ್ವಚ್ಛತೆಯಲ್ಲಿ ಮಹತ್ತರ ಸಾಧನೆ ಮಾಡಿದ್ದು, 3 ರಿಂದ 10 ಲಕ್ಷ ಜನಸಂಖ್ಯೆಯ ವಿಭಾಗದಲ್ಲಿ ಮೈಸೂರು ಪ್ರಶಸ್ತಿ ಪಡೆದಿದೆ.: [662, 1788, 969, 1815]
black-dot: [751, 2354, 760, 2363]
lamp-icon: ✺: [1143, 58, 1179, 93]
beyond-title: ಗಡಿ ಮತ್ತು ಧರ್ಮವನ್ನು ಮೀರಿದ ನಂಬಿಕೆ: [1145, 902, 1325, 918]
rifles-right-body: ಮಡಲಿದೆ. 100 ಸೆಕೆಂಡುಗಳಲ್ಲಿ ಒಂದು ರೈಫಲ್ ತಯಾರಿಸುವ ಸಾಮರ್ಥ್ಯ ಹೊಂದಿದೆ. 2032ರ ಡಿಸೆಂಬರ್ ವೇಳೆಗೆ ಸಂಪೂರ್ಣ ಸ್ವದೇಶೀಕರಣ ಗುರಿ ಹೊಂದಲಾಗಿದೆ. ಪೂರೈಕೆಯ ವೇಗ ಹೆಚ್ಚಿಸಲಾಗಿದೆ.: [1247, 2125, 1495, 2168]
terrain-title: ಕಠಿಣ ಭೂಪ್ರದೇಶದ ಮೂಲಕ ಚಾರಣ: [560, 1013, 728, 1028]
